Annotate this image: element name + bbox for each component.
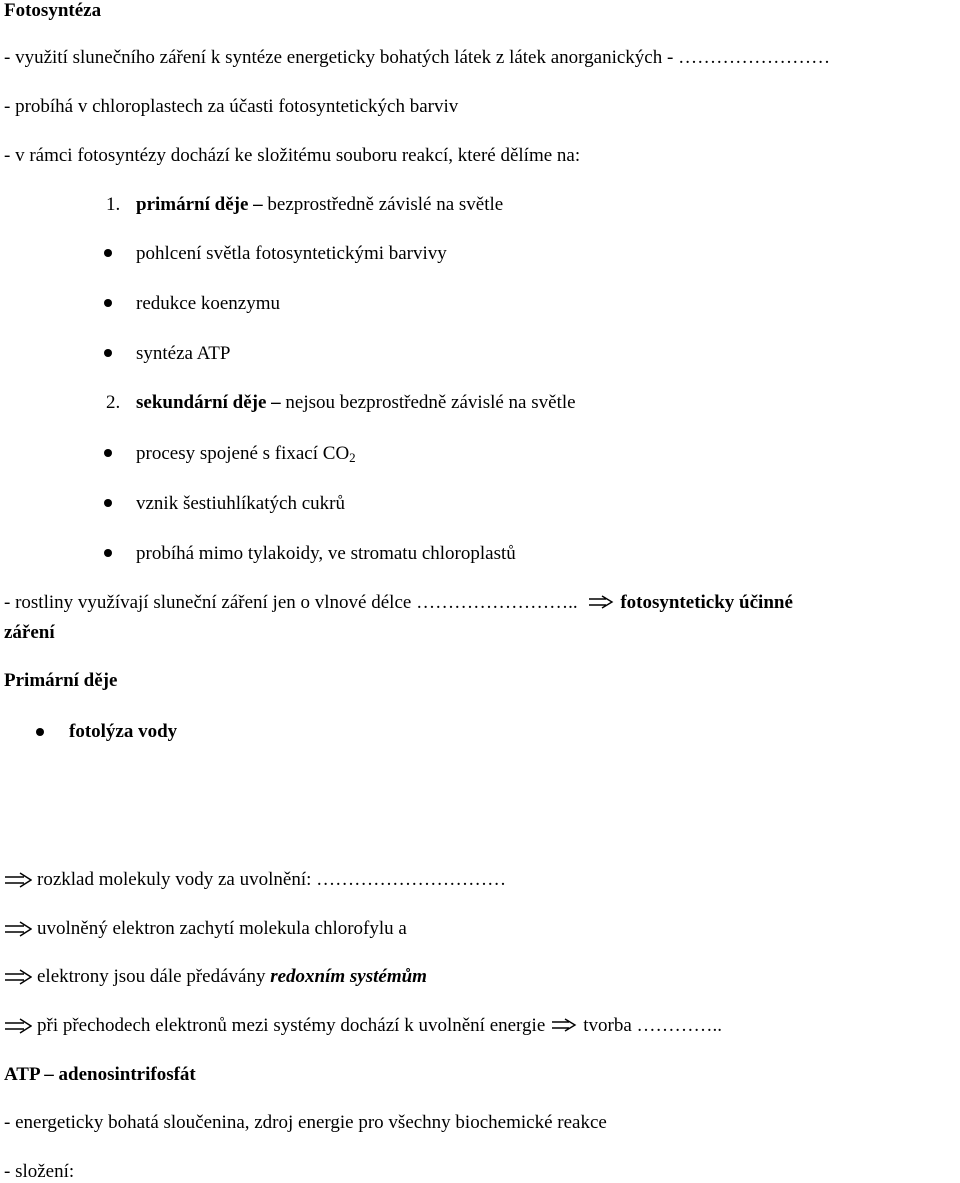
subscript-2: 2 [349,450,356,465]
definition-line: - využití slunečního záření k syntéze energeticky bohatých látek z látek anorganických - …………………… [4,47,831,68]
implies-arrow-icon [4,872,32,888]
location-line: - probíhá v chloroplastech za účasti fotosyntetických barviv [4,96,459,117]
list-item: probíhá mimo tylakoidy, ve stromatu chloroplastů [136,543,516,564]
list-item: pohlcení světla fotosyntetickými barvivy [136,243,447,264]
redox-systems-term: redoxním systémům [270,966,427,987]
arrow-line-2: uvolněný elektron zachytí molekula chlorofylu a [37,918,407,939]
list-item: syntéza ATP [136,343,231,364]
photolysis-item: fotolýza vody [69,721,178,742]
wavelength-line: - rostliny využívají sluneční záření jen o vlnové délce …………………….. fotosynteticky účinné [4,592,793,613]
implies-arrow-icon [4,1018,32,1034]
atp-heading: ATP – adenosintrifosfát [4,1064,196,1085]
atp-composition: - složení: [4,1161,75,1182]
bullet-icon [104,299,112,307]
section-1-heading: primární děje – [136,194,263,215]
implies-arrow-icon [588,595,614,609]
arrow-line-3: elektrony jsou dále předávány redoxním systémům [37,966,427,987]
arrow-line-4: při přechodech elektronů mezi systémy dochází k uvolnění energie tvorba ………….. [37,1015,723,1036]
section-1-description: bezprostředně závislé na světle [262,194,504,215]
page-title: Fotosyntéza [4,0,102,21]
implies-arrow-icon [4,921,32,937]
section-2-number: 2. [106,392,121,413]
bullet-icon [104,449,112,457]
section-1-number: 1. [106,194,121,215]
arrow-line-1: rozklad molekuly vody za uvolnění: ………………………… [37,869,507,890]
bullet-icon [104,249,112,257]
implies-arrow-icon [4,969,32,985]
atp-description: - energeticky bohatá sloučenina, zdroj energie pro všechny biochemické reakce [4,1112,607,1133]
bullet-icon [104,549,112,557]
list-item: redukce koenzymu [136,293,281,314]
primary-heading: Primární děje [4,670,118,691]
bullet-icon [36,728,44,736]
section-2-heading: sekundární děje – [136,392,281,413]
bullet-icon [104,349,112,357]
reactions-line: - v rámci fotosyntézy dochází ke složitému souboru reakcí, které dělíme na: [4,145,581,166]
section-2-description: nejsou bezprostředně závislé na světle [280,392,576,413]
implies-arrow-icon [551,1018,577,1032]
bullet-icon [104,499,112,507]
wavelength-line-wrap: záření [4,622,55,643]
list-item: vznik šestiuhlíkatých cukrů [136,493,345,514]
list-item: procesy spojené s fixací $CO_2$ [136,443,356,465]
